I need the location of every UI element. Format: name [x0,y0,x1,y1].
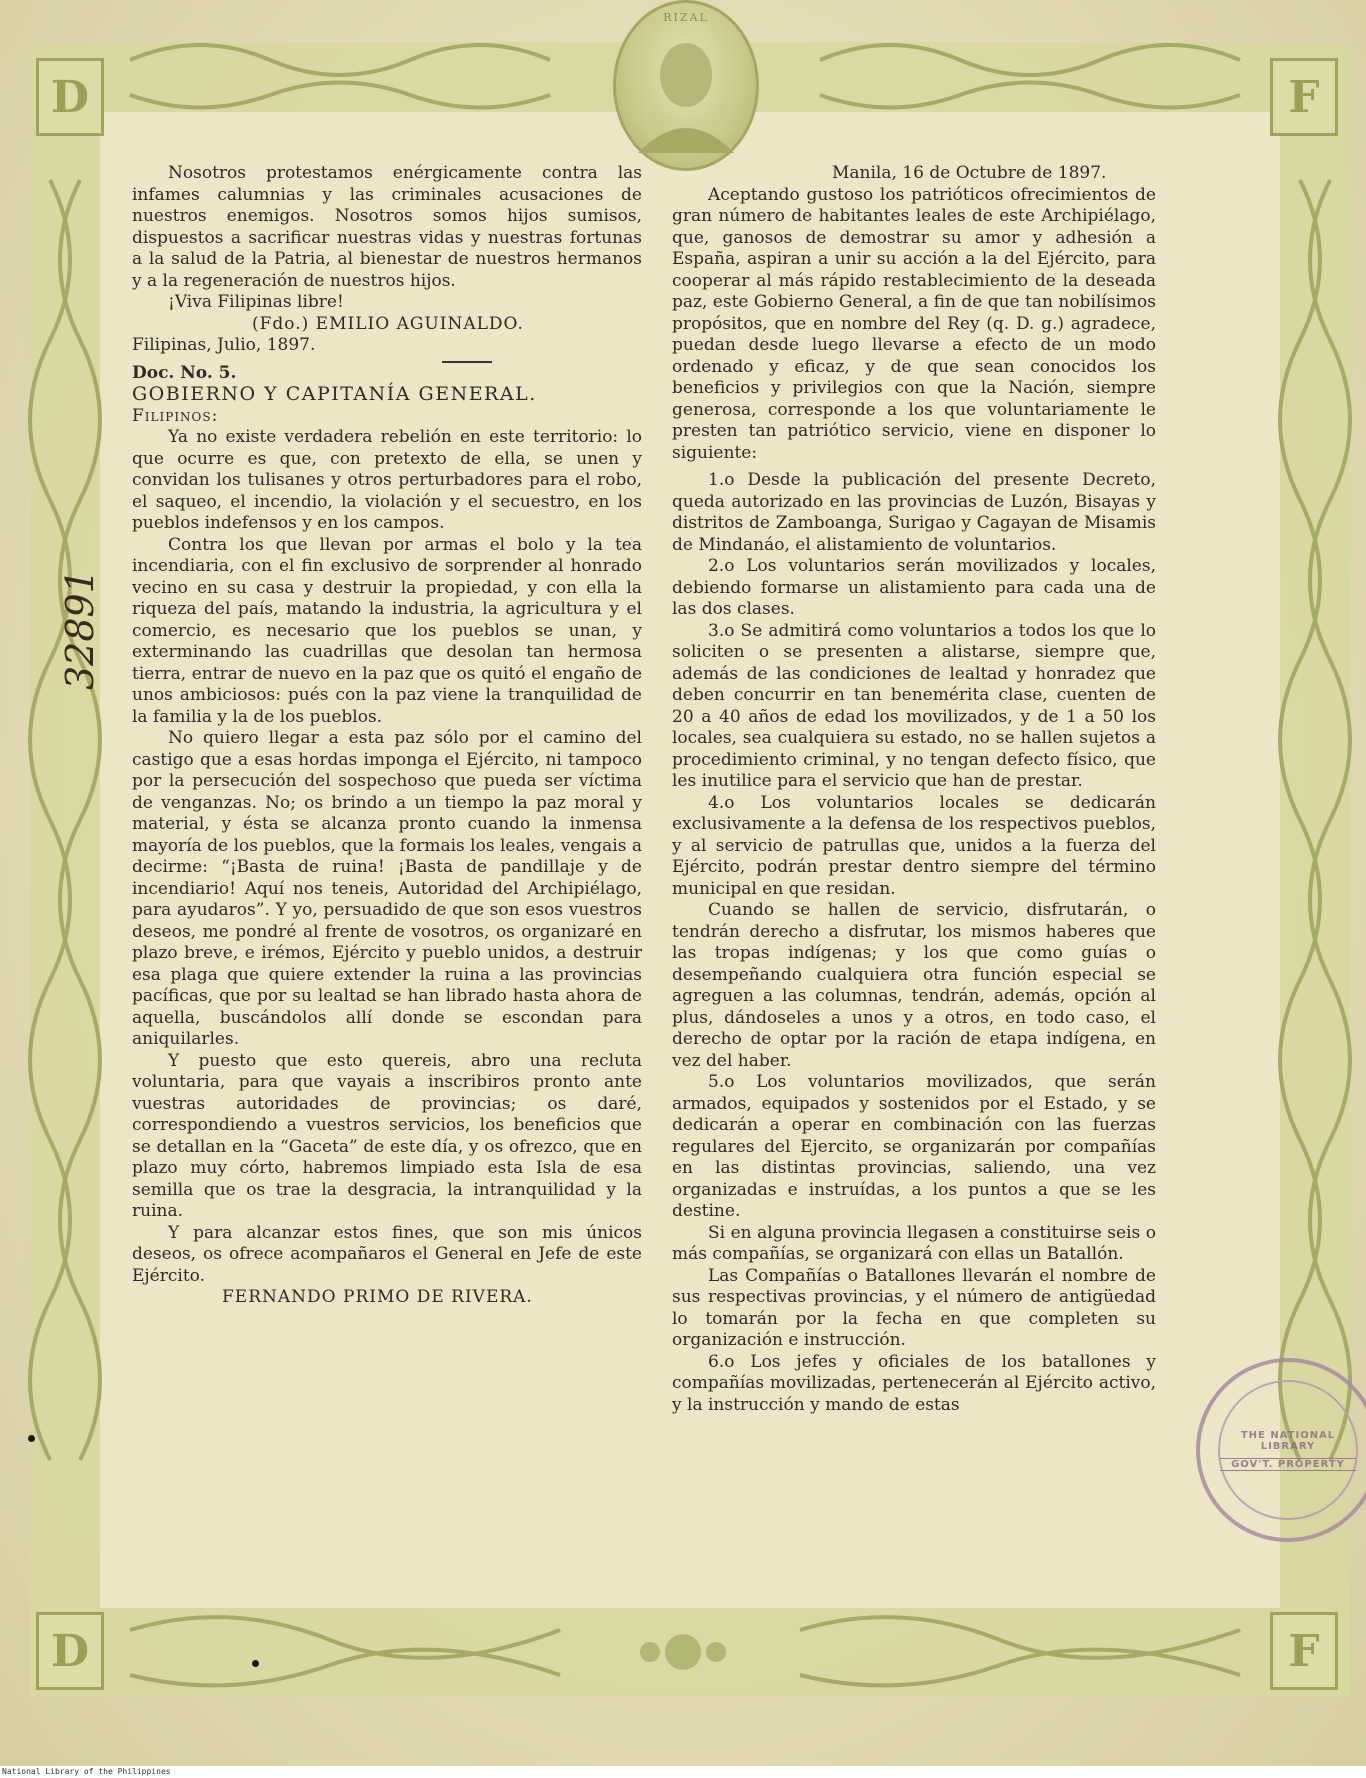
document-heading: GOBIERNO Y CAPITANÍA GENERAL. [132,383,537,405]
stamp-text [1220,1430,1356,1471]
decree-article: 6.o Los jefes y oficiales de los batallones y compañías movilizadas, pertenecerán al Ejército activo, y la instrucción y mando de estas [672,1351,1156,1415]
body-paragraph: No quiero llegar a esta paz sólo por el camino del castigo que a esas hordas imponga el Ejército, ni tampoco por la persecución del sospechoso que pueda ser víctima de venganzas. No; os brindo a un tiempo la paz moral y material, y ésta se alcanza pronto cuando la inmensa mayoría de los pueblos, que la formais los leales, vengais a decirme: “¡Basta de ruina! ¡Basta de pandillaje y de incendiario! Aquí nos teneis, Autoridad del Archipiélago, para ayudaros”. Y yo, persuadido de que son esos vuestros deseos, me pondré al frente de vosotros, os organizaré en plazo breve, e irémos, Ejército y pueblo unidos, a destruir esa plaga que quiere extender la ruina a las provincias pacíficas, que por su lealtad se han librado hasta ahora de aquella, buscándolos allí donde se escondan para aniquilarles. [132,728,642,1049]
primo-de-rivera-signature: FERNANDO PRIMO DE RIVERA. [222,1287,533,1307]
corner-letter: D [50,71,90,123]
decree-article: 2.o Los voluntarios serán movilizados y locales, debiendo formarse un alistamiento para cada una de las dos clases. [672,556,1156,619]
stamp-inner-ring [1218,1380,1358,1520]
place-date-line: Filipinas, Julio, 1897. [132,335,316,355]
ink-spot [28,1435,35,1442]
handwritten-accession-number: 32891 [58,569,102,690]
body-paragraph: Ya no existe verdadera rebelión en este territorio: lo que ocurre es que, con pretexto de ella, se unen y convidan los tulisanes y otros perturbadores para el robo, el saqueo, el incendio, la violación y el secuestro, en los pueblos indefensos y en los campos. [132,427,642,533]
body-paragraph: Y para alcanzar estos fines, que son mis únicos deseos, os ofrece acompañaros el General en Jefe de este Ejército. [132,1222,642,1286]
decree-article: Si en alguna provincia llegasen a constituirse seis o más compañías, se organizará con ellas un Batallón. [672,1222,1156,1264]
salutation: Filipinos: [132,405,219,426]
corner-letter: D [50,1625,90,1677]
aguinaldo-paragraph: Nosotros protestamos enérgicamente contra las infames calumnias y las criminales acusaciones de nuestros enemigos. Nosotros somos hijos sumisos, dispuestos a sacrificar nuestras vidas y nuestras fortunas a la salud de la Patria, al bienestar de nuestros hermanos y a la regeneración de nuestros hijos. [132,163,642,291]
right-column [672,163,1156,1416]
decree-article: 5.o Los voluntarios movilizados, que serán armados, equipados y sostenidos por el Estado, y se dedicarán a operar en combinación con las fuerzas regulares del Ejercito, se organizarán por compañías en las distintas provincias, saliendo, una vez organizadas e instruídas, a los puntos a que se les destine. [672,1072,1156,1221]
decree-article: 4.o Los voluntarios locales se dedicarán exclusivamente a la defensa de los respectivos pueblos, y al servicio de patrullas que, unidos a la fuerza del Ejército, podrán prestar dentro siempre del término municipal en que residan. [672,792,1156,899]
portrait-medallion [613,0,759,171]
document-number: Doc. No. 5. [132,362,237,383]
corner-tile-bottom-left [36,1612,104,1690]
portrait-icon [616,3,756,168]
viva-line: ¡Viva Filipinas libre! [168,292,344,312]
stamp-outer-text: THE NATIONAL LIBRARY [1240,1429,1336,1452]
corner-tile-top-right [1270,58,1338,136]
decree-date: Manila, 16 de Octubre de 1897. [832,163,1107,183]
decree-article: 1.o Desde la publicación del presente Decreto, queda autorizado en las provincias de Luzón, Bisayas y distritos de Zamboanga, Surigao y Cagayan de Misamis de Mindanáo, el alistamiento de voluntarios. [672,470,1156,555]
corner-letter: F [1288,1625,1320,1677]
decree-article: Las Compañías o Batallones llevarán el nombre de sus respectivas provincias, y el número de antigüedad lo tomarán por la fecha en que completen su organización e instrucción. [672,1265,1156,1350]
left-column [132,163,642,1309]
decree-article: 3.o Se admitirá como voluntarios a todos los que lo soliciten o se presenten a alistarse, siempre que, además de las condiciones de lealtad y honradez que deben concurrir en tan benemérita clase, cuenten de 20 a 40 años de edad los movilizados, y de 1 a 50 los locales, sea cualquiera su estado, no se hallen sujetos a procedimiento criminal, y no tengan defecto físico, que les inutilice para el servicio que han de prestar. [672,620,1156,791]
corner-tile-top-left [36,58,104,136]
corner-tile-bottom-right [1270,1612,1338,1690]
decree-preamble: Aceptando gustoso los patrióticos ofrecimientos de gran número de habitantes leales de este Archipiélago, que, ganosos de demostrar su amor y adhesión a España, aspiran a unir su acción a la del Ejército, para cooperar al más rápido restablecimiento de la deseada paz, este Gobierno General, a fin de que tan nobilísimos propósitos, que en nombre del Rey (q. D. g.) agradece, puedan desde luego llevarse a efecto de un modo ordenado y eficaz, y de que sean conocidos los beneficios y privilegios con que la Nación, siempre generosa, corresponde a los que voluntariamente le presten tan patriótico servicio, viene en disponer lo siguiente: [672,184,1156,463]
library-stamp [1196,1358,1366,1542]
ink-spot [252,1660,259,1667]
stamp-band-text: GOV'T. PROPERTY [1220,1458,1356,1471]
footer-credit: National Library of the Philippines [0,1766,1366,1778]
body-paragraph: Y puesto que esto quereis, abro una recluta voluntaria, para que vayais a inscribiros pronto ante vuestras autoridades de provincias; os daré, correspondiendo a vuestros servicios, los beneficios que se detallan en la “Gaceta” de este día, y os ofrezco, que en plazo muy córto, habremos limpiado esta Isla de esa semilla que os trae la desgracia, la intranquilidad y la ruina. [132,1050,642,1221]
body-paragraph: Contra los que llevan por armas el bolo y la tea incendiaria, con el fin exclusivo de sorprender al honrado vecino en su casa y destruir la propiedad, y con ella la riqueza del país, matando la industria, la agricultura y el comercio, es necesario que los pueblos se unan, y exterminando las cuadrillas que desolan tan hermosa tierra, entrar de nuevo en la paz que os quitó el engaño de unos ambiciosos: pués con la paz viene la tranquilidad de la familia y la de los pueblos. [132,534,642,727]
medallion-label: RIZAL [663,11,709,24]
corner-letter: F [1288,71,1320,123]
decree-article: Cuando se hallen de servicio, disfrutarán, o tendrán derecho a disfrutar, los mismos haberes que las tropas indígenas; y los que como guías o desempeñando cualquiera otra función especial se agreguen a las columnas, tendrán, además, opción al plus, dándoseles a unos y a otros, en todo caso, el derecho de optar por la ración de etapa indígena, en vez del haber. [672,900,1156,1071]
aguinaldo-signature: (Fdo.) EMILIO AGUINALDO. [252,313,524,334]
